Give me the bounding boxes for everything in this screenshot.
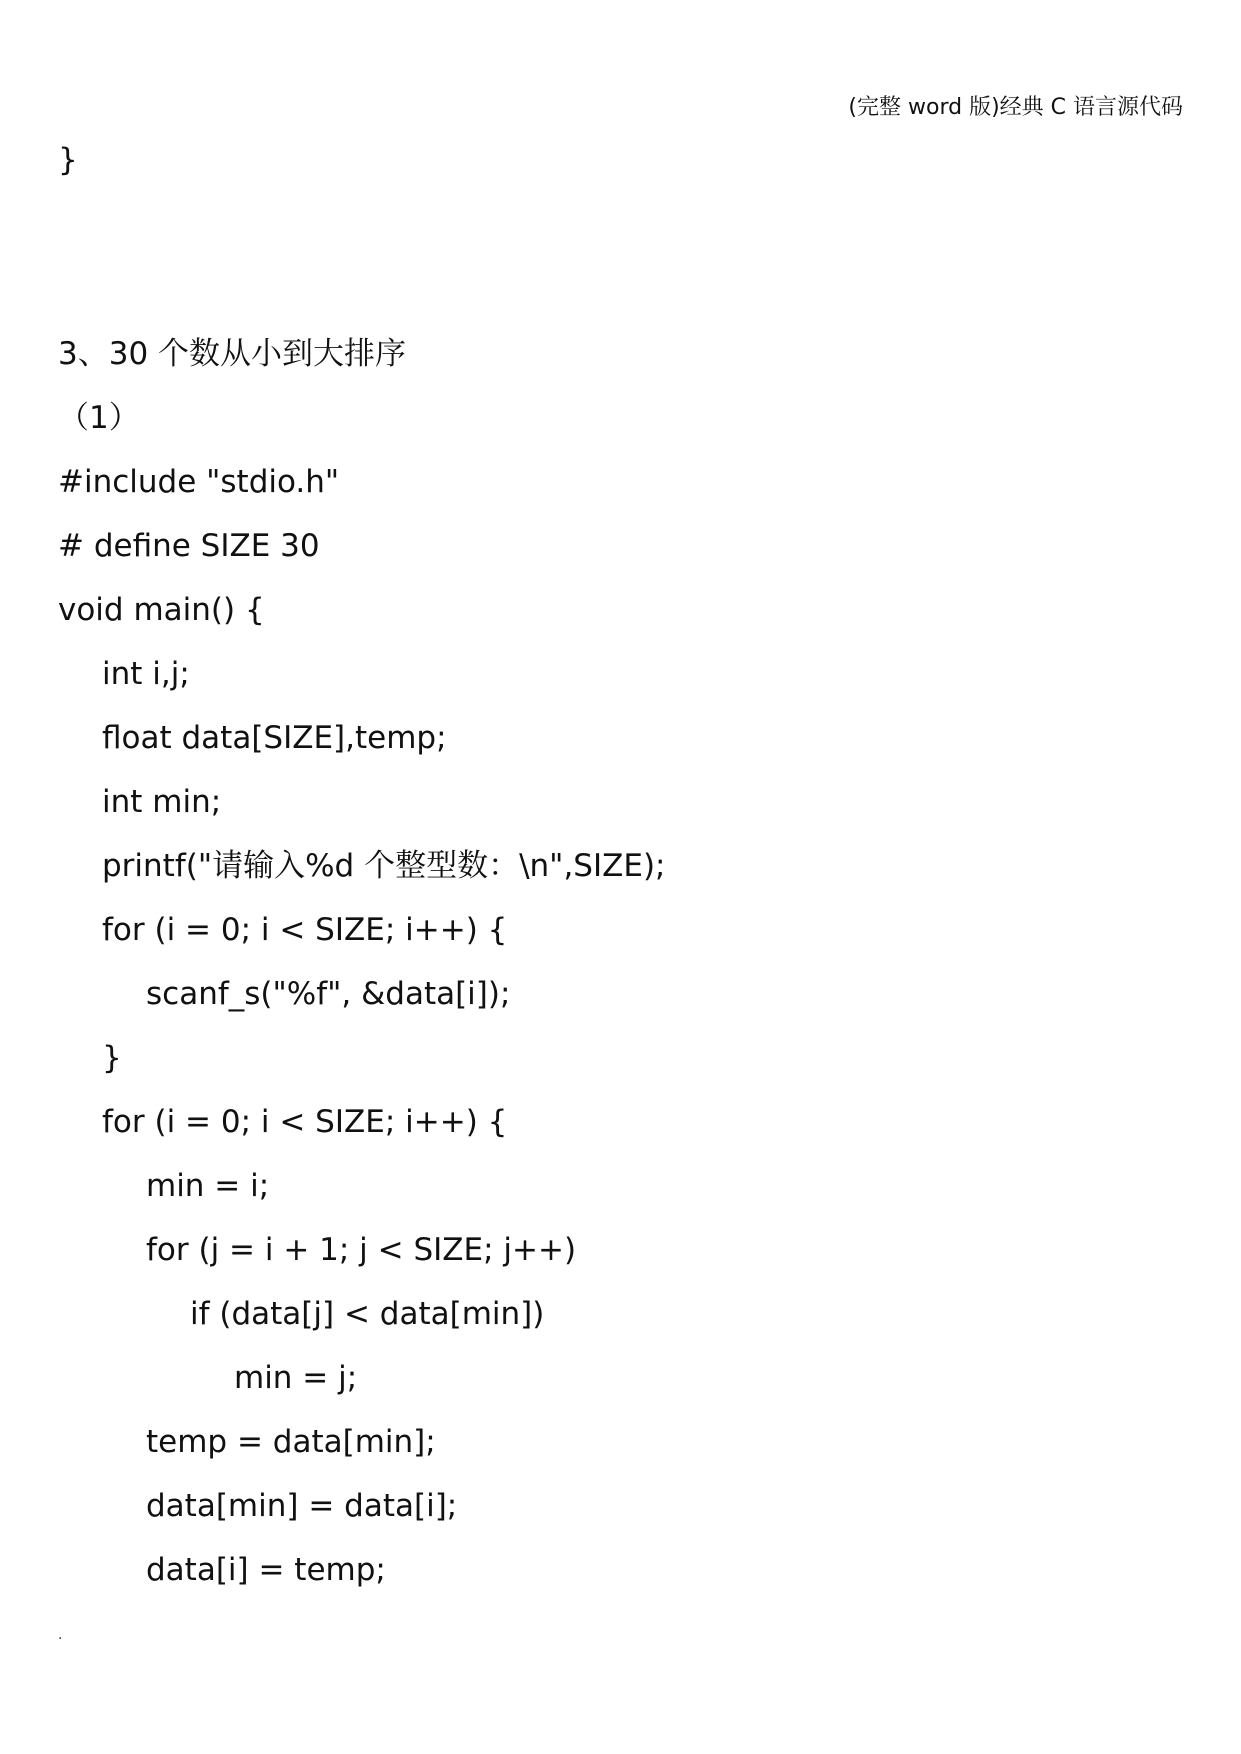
code-line-swap-min: data[min] = data[i]; bbox=[146, 1488, 458, 1524]
code-line-include: #include "stdio.h" bbox=[58, 464, 340, 500]
page-footer-mark: · bbox=[58, 1631, 63, 1647]
code-line-float-data: float data[SIZE],temp; bbox=[102, 720, 447, 756]
section-heading: 3、30 个数从小到大排序 bbox=[58, 336, 407, 372]
code-line-main: void main() { bbox=[58, 592, 265, 628]
code-line-temp: temp = data[min]; bbox=[146, 1424, 436, 1460]
subsection-label: （1） bbox=[58, 400, 140, 436]
code-line-printf: printf("请输入%d 个整型数：\n",SIZE); bbox=[102, 848, 666, 884]
code-line-min-j: min = j; bbox=[234, 1360, 358, 1396]
code-line-for-input: for (i = 0; i < SIZE; i++) { bbox=[102, 912, 508, 948]
code-line-define: # define SIZE 30 bbox=[58, 528, 320, 564]
code-line-int-min: int min; bbox=[102, 784, 222, 820]
code-line-scanf: scanf_s("%f", &data[i]); bbox=[146, 976, 511, 1012]
code-line-swap-i: data[i] = temp; bbox=[146, 1552, 386, 1588]
code-line-min-assign: min = i; bbox=[146, 1168, 270, 1204]
code-line-int-ij: int i,j; bbox=[102, 656, 190, 692]
code-line-if: if (data[j] < data[min]) bbox=[190, 1296, 545, 1332]
code-line-close-for: } bbox=[102, 1040, 122, 1076]
code-line-for-sort: for (i = 0; i < SIZE; i++) { bbox=[102, 1104, 508, 1140]
code-line-closing-brace: } bbox=[58, 142, 78, 178]
code-line-for-inner: for (j = i + 1; j < SIZE; j++) bbox=[146, 1232, 577, 1268]
page-header: (完整 word 版)经典 C 语言源代码 bbox=[848, 95, 1183, 120]
